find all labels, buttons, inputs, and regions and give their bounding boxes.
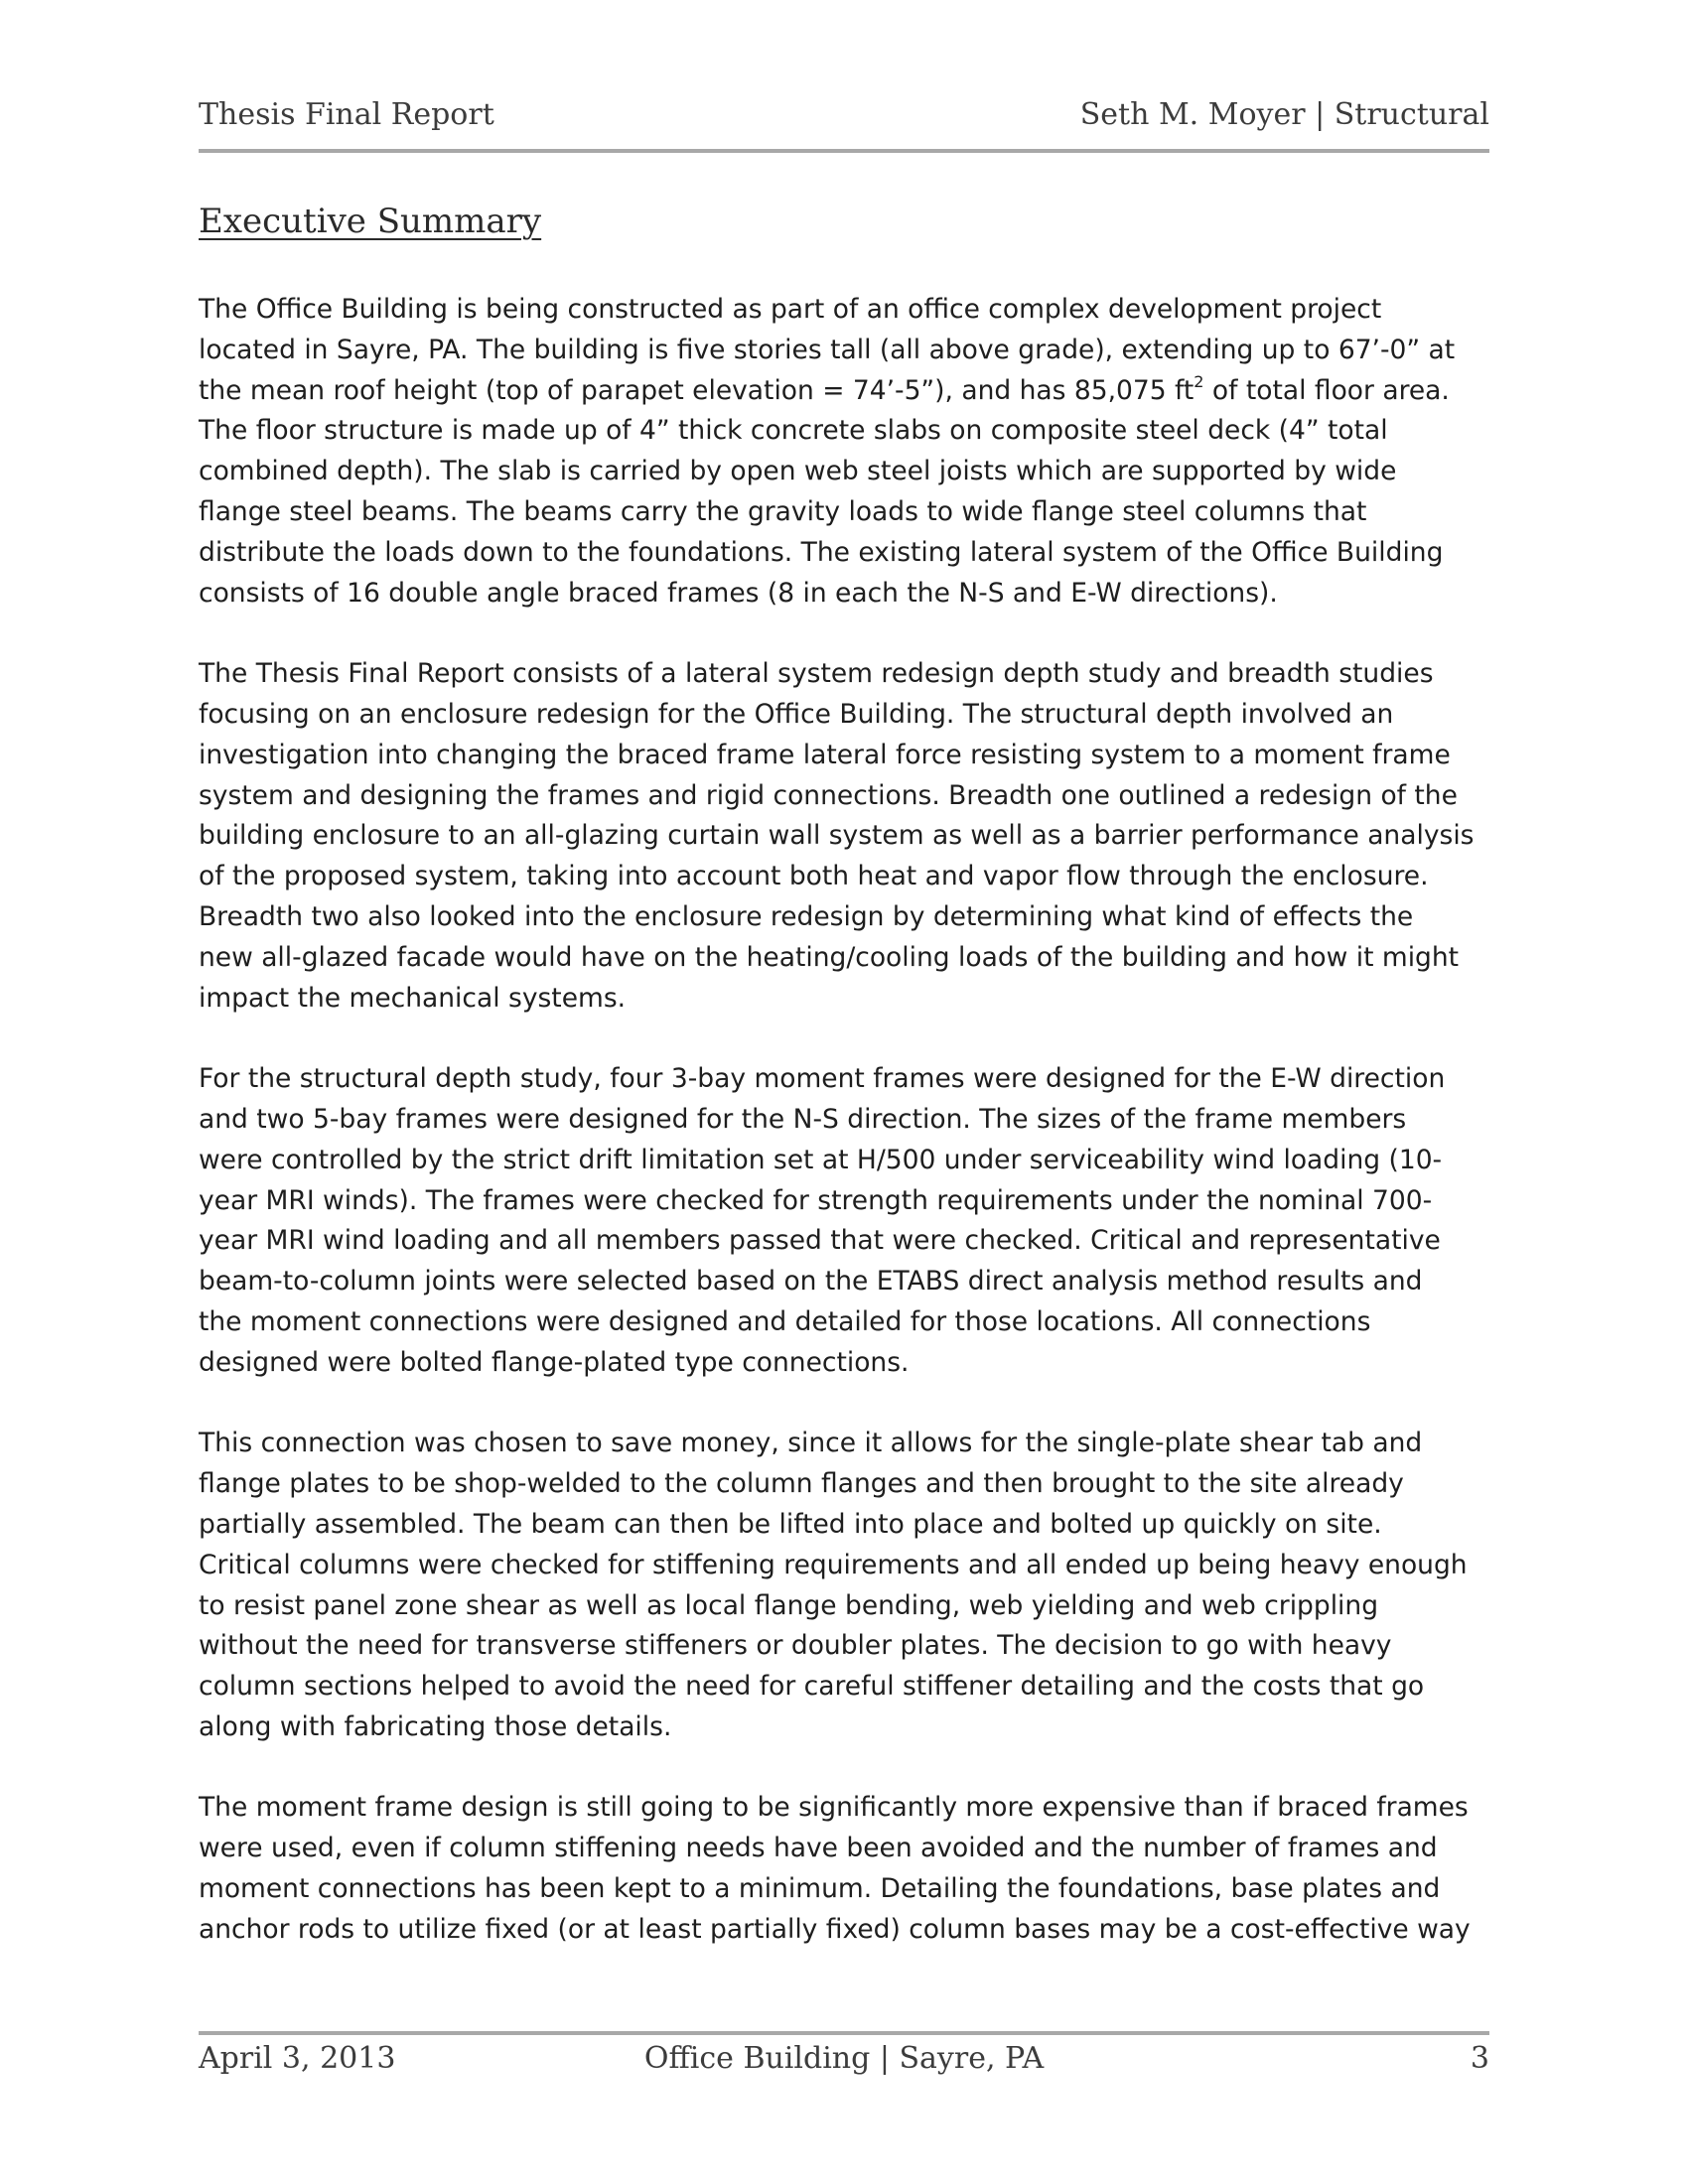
footer-date: April 3, 2013 bbox=[199, 2041, 396, 2076]
paragraph-report-scope bbox=[199, 654, 1489, 1019]
text-line: The floor structure is made up of 4” thick concrete slabs on composite steel deck (4” total bbox=[199, 415, 1388, 447]
superscript: 2 bbox=[1194, 371, 1204, 391]
text-line: consists of 16 double angle braced frames (8 in each the N-S and E-W directions). bbox=[199, 577, 1278, 609]
text-line: designed were bolted flange-plated type connections. bbox=[199, 1346, 910, 1378]
text-line: focusing on an enclosure redesign for the Office Building. The structural depth involved an bbox=[199, 698, 1394, 730]
paragraph-connection-choice bbox=[199, 1424, 1489, 1747]
text-line: partially assembled. The beam can then be lifted into place and bolted up quickly on site. bbox=[199, 1508, 1382, 1540]
text-line: investigation into changing the braced frame lateral force resisting system to a moment frame bbox=[199, 739, 1451, 770]
text-line: The moment frame design is still going to be significantly more expensive than if braced frames bbox=[199, 1792, 1469, 1824]
text-line: flange plates to be shop-welded to the column flanges and then brought to the site already bbox=[199, 1468, 1404, 1500]
text-line: anchor rods to utilize fixed (or at least partially fixed) column bases may be a cost-effective way bbox=[199, 1913, 1471, 1945]
text-line: combined depth). The slab is carried by open web steel joists which are supported by wide bbox=[199, 456, 1397, 487]
text-line: moment connections has been kept to a minimum. Detailing the foundations, base plates and bbox=[199, 1873, 1441, 1905]
text-line: and two 5-bay frames were designed for the N-S direction. The sizes of the frame members bbox=[199, 1103, 1407, 1135]
text-line: beam-to-column joints were selected based on the ETABS direct analysis method results and bbox=[199, 1266, 1423, 1297]
text-line: distribute the loads down to the foundations. The existing lateral system of the Office Building bbox=[199, 536, 1444, 568]
text-line: of the proposed system, taking into account both heat and vapor flow through the enclosure. bbox=[199, 861, 1429, 892]
text-line: to resist panel zone shear as well as local flange bending, web yielding and web crippling bbox=[199, 1589, 1379, 1621]
footer-rule bbox=[199, 2031, 1489, 2035]
text-line: flange steel beams. The beams carry the gravity loads to wide flange steel columns that bbox=[199, 495, 1367, 527]
section-title: Executive Summary bbox=[199, 202, 542, 241]
text-line: year MRI wind loading and all members passed that were checked. Critical and representative bbox=[199, 1225, 1441, 1257]
text-line: building enclosure to an all-glazing curtain wall system as well as a barrier performance analysis bbox=[199, 820, 1475, 852]
text-line: system and designing the frames and rigid connections. Breadth one outlined a redesign of the bbox=[199, 779, 1458, 811]
text-line: column sections helped to avoid the need for careful stiffener detailing and the costs that go bbox=[199, 1671, 1425, 1703]
header-author-discipline: Seth M. Moyer | Structural bbox=[1079, 97, 1489, 132]
text-fragment: of total floor area. bbox=[1203, 374, 1450, 406]
text-line: The Office Building is being constructed as part of an office complex development project bbox=[199, 294, 1382, 325]
footer-project-location: Office Building | Sayre, PA bbox=[643, 2041, 1045, 2076]
running-header bbox=[199, 97, 1489, 137]
text-line: Critical columns were checked for stiffening requirements and all ended up being heavy enough bbox=[199, 1549, 1468, 1580]
running-footer bbox=[199, 2041, 1489, 2081]
text-line: Breadth two also looked into the enclosure redesign by determining what kind of effects the bbox=[199, 900, 1414, 932]
text-line: new all-glazed facade would have on the heating/cooling loads of the building and how it might bbox=[199, 941, 1460, 973]
text-line: the moment connections were designed and detailed for those locations. All connections bbox=[199, 1305, 1371, 1337]
paragraph-cost-discussion bbox=[199, 1788, 1489, 1950]
text-line: along with fabricating those details. bbox=[199, 1710, 672, 1742]
text-line: This connection was chosen to save money, since it allows for the single-plate shear tab and bbox=[199, 1428, 1423, 1459]
text-line: were controlled by the strict drift limitation set at H/500 under serviceability wind loading (10- bbox=[199, 1144, 1443, 1175]
text-line: The Thesis Final Report consists of a lateral system redesign depth study and breadth studies bbox=[199, 658, 1434, 690]
text-line: located in Sayre, PA. The building is five stories tall (all above grade), extending up to 67’-0” at bbox=[199, 334, 1456, 365]
text-line: without the need for transverse stiffeners or doubler plates. The decision to go with heavy bbox=[199, 1630, 1392, 1662]
text-fragment: the mean roof height (top of parapet elevation = 74’-5”), and has 85,075 ft bbox=[199, 374, 1195, 406]
body-text bbox=[199, 290, 1489, 1990]
text-line: were used, even if column stiffening needs have been avoided and the number of frames and bbox=[199, 1833, 1438, 1864]
header-report-title: Thesis Final Report bbox=[199, 97, 494, 132]
text-line: impact the mechanical systems. bbox=[199, 982, 627, 1014]
paragraph-building-overview bbox=[199, 290, 1489, 614]
header-rule bbox=[199, 149, 1489, 153]
page-number: 3 bbox=[1470, 2041, 1489, 2076]
text-line: For the structural depth study, four 3-bay moment frames were designed for the E-W direction bbox=[199, 1063, 1446, 1095]
paragraph-structural-depth bbox=[199, 1059, 1489, 1383]
text-line: year MRI winds). The frames were checked for strength requirements under the nominal 700- bbox=[199, 1184, 1433, 1216]
text-line-with-superscript bbox=[199, 371, 1489, 412]
